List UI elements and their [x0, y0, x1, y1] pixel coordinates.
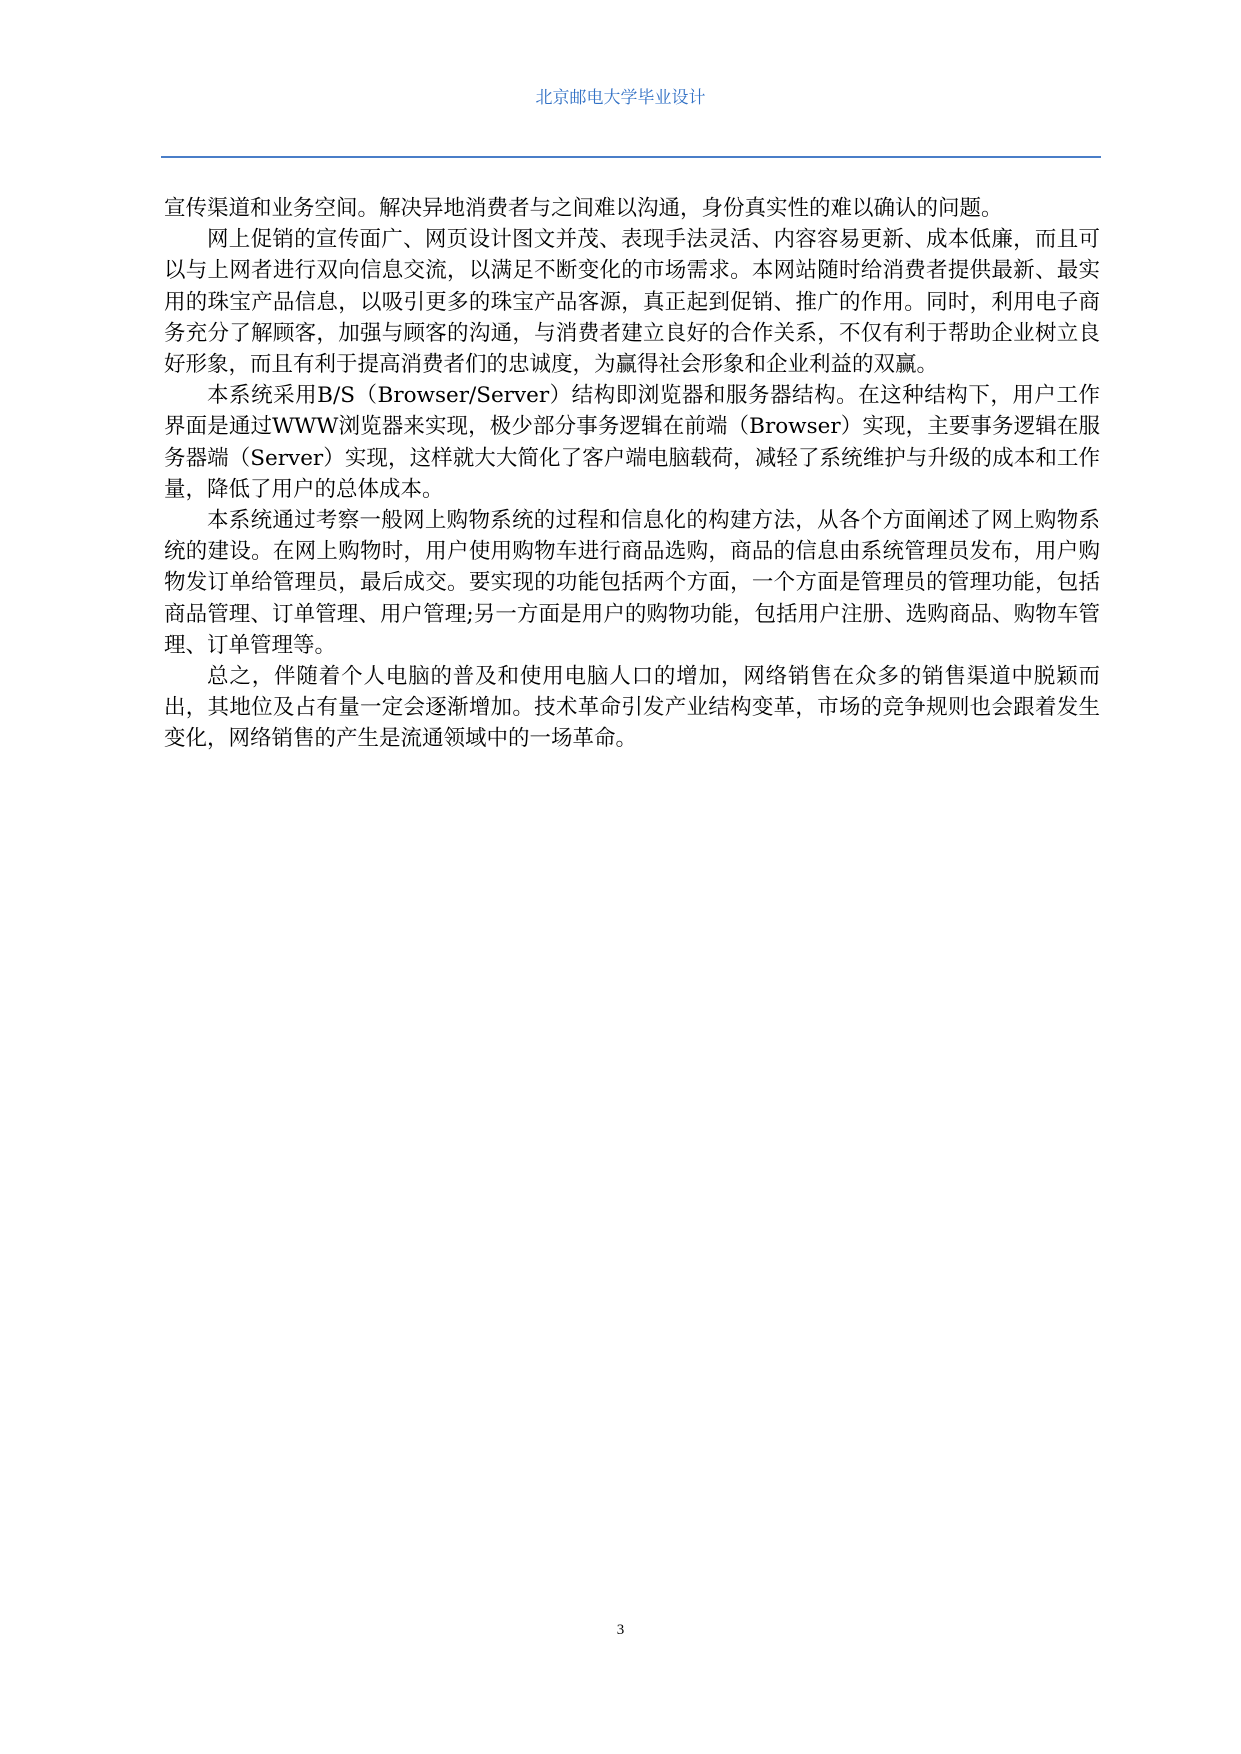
document-body: [164, 193, 1100, 755]
paragraph-1: 宣传渠道和业务空间。解决异地消费者与之间难以沟通，身份真实性的难以确认的问题。: [164, 196, 1003, 221]
paragraph-3: 本系统采用B/S（Browser/Server）结构即浏览器和服务器结构。在这种结构下，用户工作界面是通过WWW浏览器来实现，极少部分事务逻辑在前端（Browser）实现，主要事务逻辑在服务器端（Server）实现，这样就大大简化了客户端电脑载荷，减轻了系统维护与升级的成本和工作量，降低了用户的总体成本。: [164, 383, 1100, 502]
page-header-title: 北京邮电大学毕业设计: [535, 88, 706, 108]
paragraph-5: 总之，伴随着个人电脑的普及和使用电脑人口的增加，网络销售在众多的销售渠道中脱颖而出，其地位及占有量一定会逐渐增加。技术革命引发产业结构变革，市场的竞争规则也会跟着发生变化，网络销售的产生是流通领域中的一场革命。: [164, 664, 1100, 752]
page-number: 3: [616, 1622, 625, 1638]
header-divider: [161, 156, 1101, 158]
paragraph-4: 本系统通过考察一般网上购物系统的过程和信息化的构建方法，从各个方面阐述了网上购物系统的建设。在网上购物时，用户使用购物车进行商品选购，商品的信息由系统管理员发布，用户购物发订单给管理员，最后成交。要实现的功能包括两个方面，一个方面是管理员的管理功能，包括商品管理、订单管理、用户管理;另一方面是用户的购物功能，包括用户注册、选购商品、购物车管理、订单管理等。: [164, 508, 1100, 658]
paragraph-2: 网上促销的宣传面广、网页设计图文并茂、表现手法灵活、内容容易更新、成本低廉，而且可以与上网者进行双向信息交流，以满足不断变化的市场需求。本网站随时给消费者提供最新、最实用的珠宝产品信息，以吸引更多的珠宝产品客源，真正起到促销、推广的作用。同时，利用电子商务充分了解顾客，加强与顾客的沟通，与消费者建立良好的合作关系，不仅有利于帮助企业树立良好形象，而且有利于提高消费者们的忠诚度，为赢得社会形象和企业利益的双赢。: [164, 227, 1100, 378]
